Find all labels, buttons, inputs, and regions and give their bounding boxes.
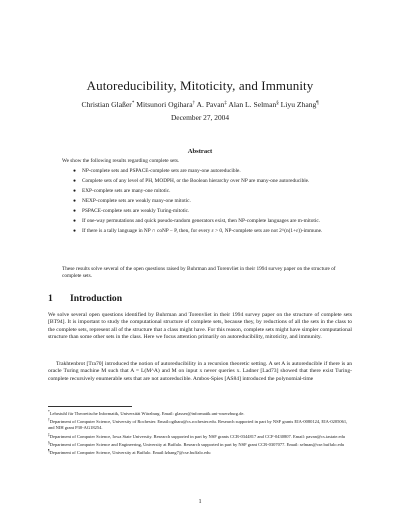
bullet-icon: ● xyxy=(73,219,77,224)
footnote-divider xyxy=(48,406,132,407)
list-item xyxy=(72,218,342,225)
footnote-mark: * xyxy=(48,410,50,414)
author-name: Alan L. Selman xyxy=(228,100,277,109)
result-text: NEXP-complete sets are weakly many-one mitotic. xyxy=(82,198,191,204)
footnote-text: Lehrstuhl für Theoretische Informatik, Universität Würzburg. Email: glasser@informatik.uni-wuerzburg.de. xyxy=(49,411,245,416)
abstract-intro: We show the following results regarding complete sets. xyxy=(62,158,180,164)
author-mark: § xyxy=(276,101,279,106)
footnote-text: Department of Computer Science and Engineering, University at Buffalo. Research supported in part by NSF grant CCR-0307077. Email: selman@cse.buffalo.edu xyxy=(49,441,345,447)
author-mark: † xyxy=(192,101,196,106)
author-list xyxy=(0,100,400,109)
result-text: PSPACE-complete sets are weakly Turing-mitotic. xyxy=(82,208,190,214)
result-text: If there is a tally language in NP ∩ coNP − P, then, for every ε > 0, NP-complete sets are not 2^(n(1+ε))-immune. xyxy=(82,228,323,234)
footnotes xyxy=(48,409,352,456)
footnote xyxy=(48,409,352,417)
footnote-mark: ¶ xyxy=(48,449,50,454)
author-mark: * xyxy=(131,101,135,106)
bullet-icon: ● xyxy=(73,209,77,214)
footnote xyxy=(48,432,352,440)
list-item xyxy=(72,188,342,195)
footnote xyxy=(48,440,352,448)
author-name: Liyu Zhang xyxy=(280,100,317,109)
list-item xyxy=(72,168,342,175)
section-title: Introduction xyxy=(70,293,123,304)
body-paragraph: We solve several open questions identified by Buhrman and Torenvliet in their 1994 survey paper on the structure of complete sets [BT94]. It is important to study the computational structure of complete sets, because they, by reductions of all the sets in the class to the complete sets, represent all of the structure that a class might have. For this reason, complete sets might have simpler computational structure than some other sets in the class. Here we focus attention primarily on autoreducibility, mitoticity, and immunity. xyxy=(48,312,352,341)
footnote-mark: † xyxy=(48,418,50,423)
paper-title: Autoreducibility, Mitoticity, and Immunity xyxy=(86,78,314,93)
footnote-mark: § xyxy=(48,440,50,445)
page-number: 1 xyxy=(198,498,202,505)
footnote xyxy=(48,448,352,456)
author-mark: ¶ xyxy=(316,101,319,106)
author-name: A. Pavan xyxy=(196,100,225,109)
list-item xyxy=(72,178,342,185)
body-paragraph: Trakhtenbrot [Tra70] introduced the notion of autoreducibility in a recursion theoretic setting. A set A is autoreducible if there is an oracle Turing machine M such that A = L(M^A) and M on input x never queries x. Ladner [Lad73] showed that there exist Turing-complete recursively enumerable sets that are not autoreducible. Ambos-Spies [AS84] introduced the polynomial-time xyxy=(48,361,352,382)
result-text: EXP-complete sets are many-one mitotic. xyxy=(82,188,171,194)
bullet-icon: ● xyxy=(73,189,77,194)
author-name: Mitsunori Ogihara xyxy=(136,100,193,109)
author-mark: ‡ xyxy=(224,101,227,106)
footnote-mark: ‡ xyxy=(48,432,50,437)
result-text: Complete sets of any level of PH, MODPH, or the Boolean hierarchy over NP are many-one autoreducible. xyxy=(82,178,310,184)
footnote xyxy=(48,417,352,431)
result-text: If one-way permutations and quick pseudo-random generators exist, then NP-complete languages are m-mitotic. xyxy=(82,218,320,224)
author-name: Christian Glaßer xyxy=(81,100,132,109)
footnote-text: Department of Computer Science, University at Buffalo. Email:lzhang7@cse.buffalo.edu xyxy=(49,450,211,456)
list-item xyxy=(72,208,342,215)
bullet-icon: ● xyxy=(73,169,77,174)
bullet-icon: ● xyxy=(73,179,77,184)
abstract-outro: These results solve several of the open questions raised by Buhrman and Torenvliet in their 1994 survey paper on the structure of complete sets. xyxy=(62,266,336,279)
list-item xyxy=(72,228,342,235)
paper-date: December 27, 2004 xyxy=(170,113,230,122)
abstract-heading: Abstract xyxy=(187,148,213,155)
result-text: NP-complete sets and PSPACE-complete sets are many-one autoreducible. xyxy=(82,168,241,174)
section-heading xyxy=(48,293,122,304)
bullet-icon: ● xyxy=(73,229,77,234)
footnote-text: Department of Computer Science, University of Rochester. Email:ogihara@cs.rochester.edu. Research supported in part by NSF grants EIA-0080124, EIA-0205061, and NIH grant P30-AG18254. xyxy=(48,419,348,431)
footnote-text: Department of Computer Science, Iowa State University. Research supported in part by NSF grants CCR-0344817 and CCF-0430807. Email: pavan@cs.iastate.edu xyxy=(49,433,345,439)
section-number: 1 xyxy=(48,293,53,304)
list-item xyxy=(72,198,342,205)
bullet-icon: ● xyxy=(73,199,77,204)
abstract-results-list xyxy=(72,168,342,238)
